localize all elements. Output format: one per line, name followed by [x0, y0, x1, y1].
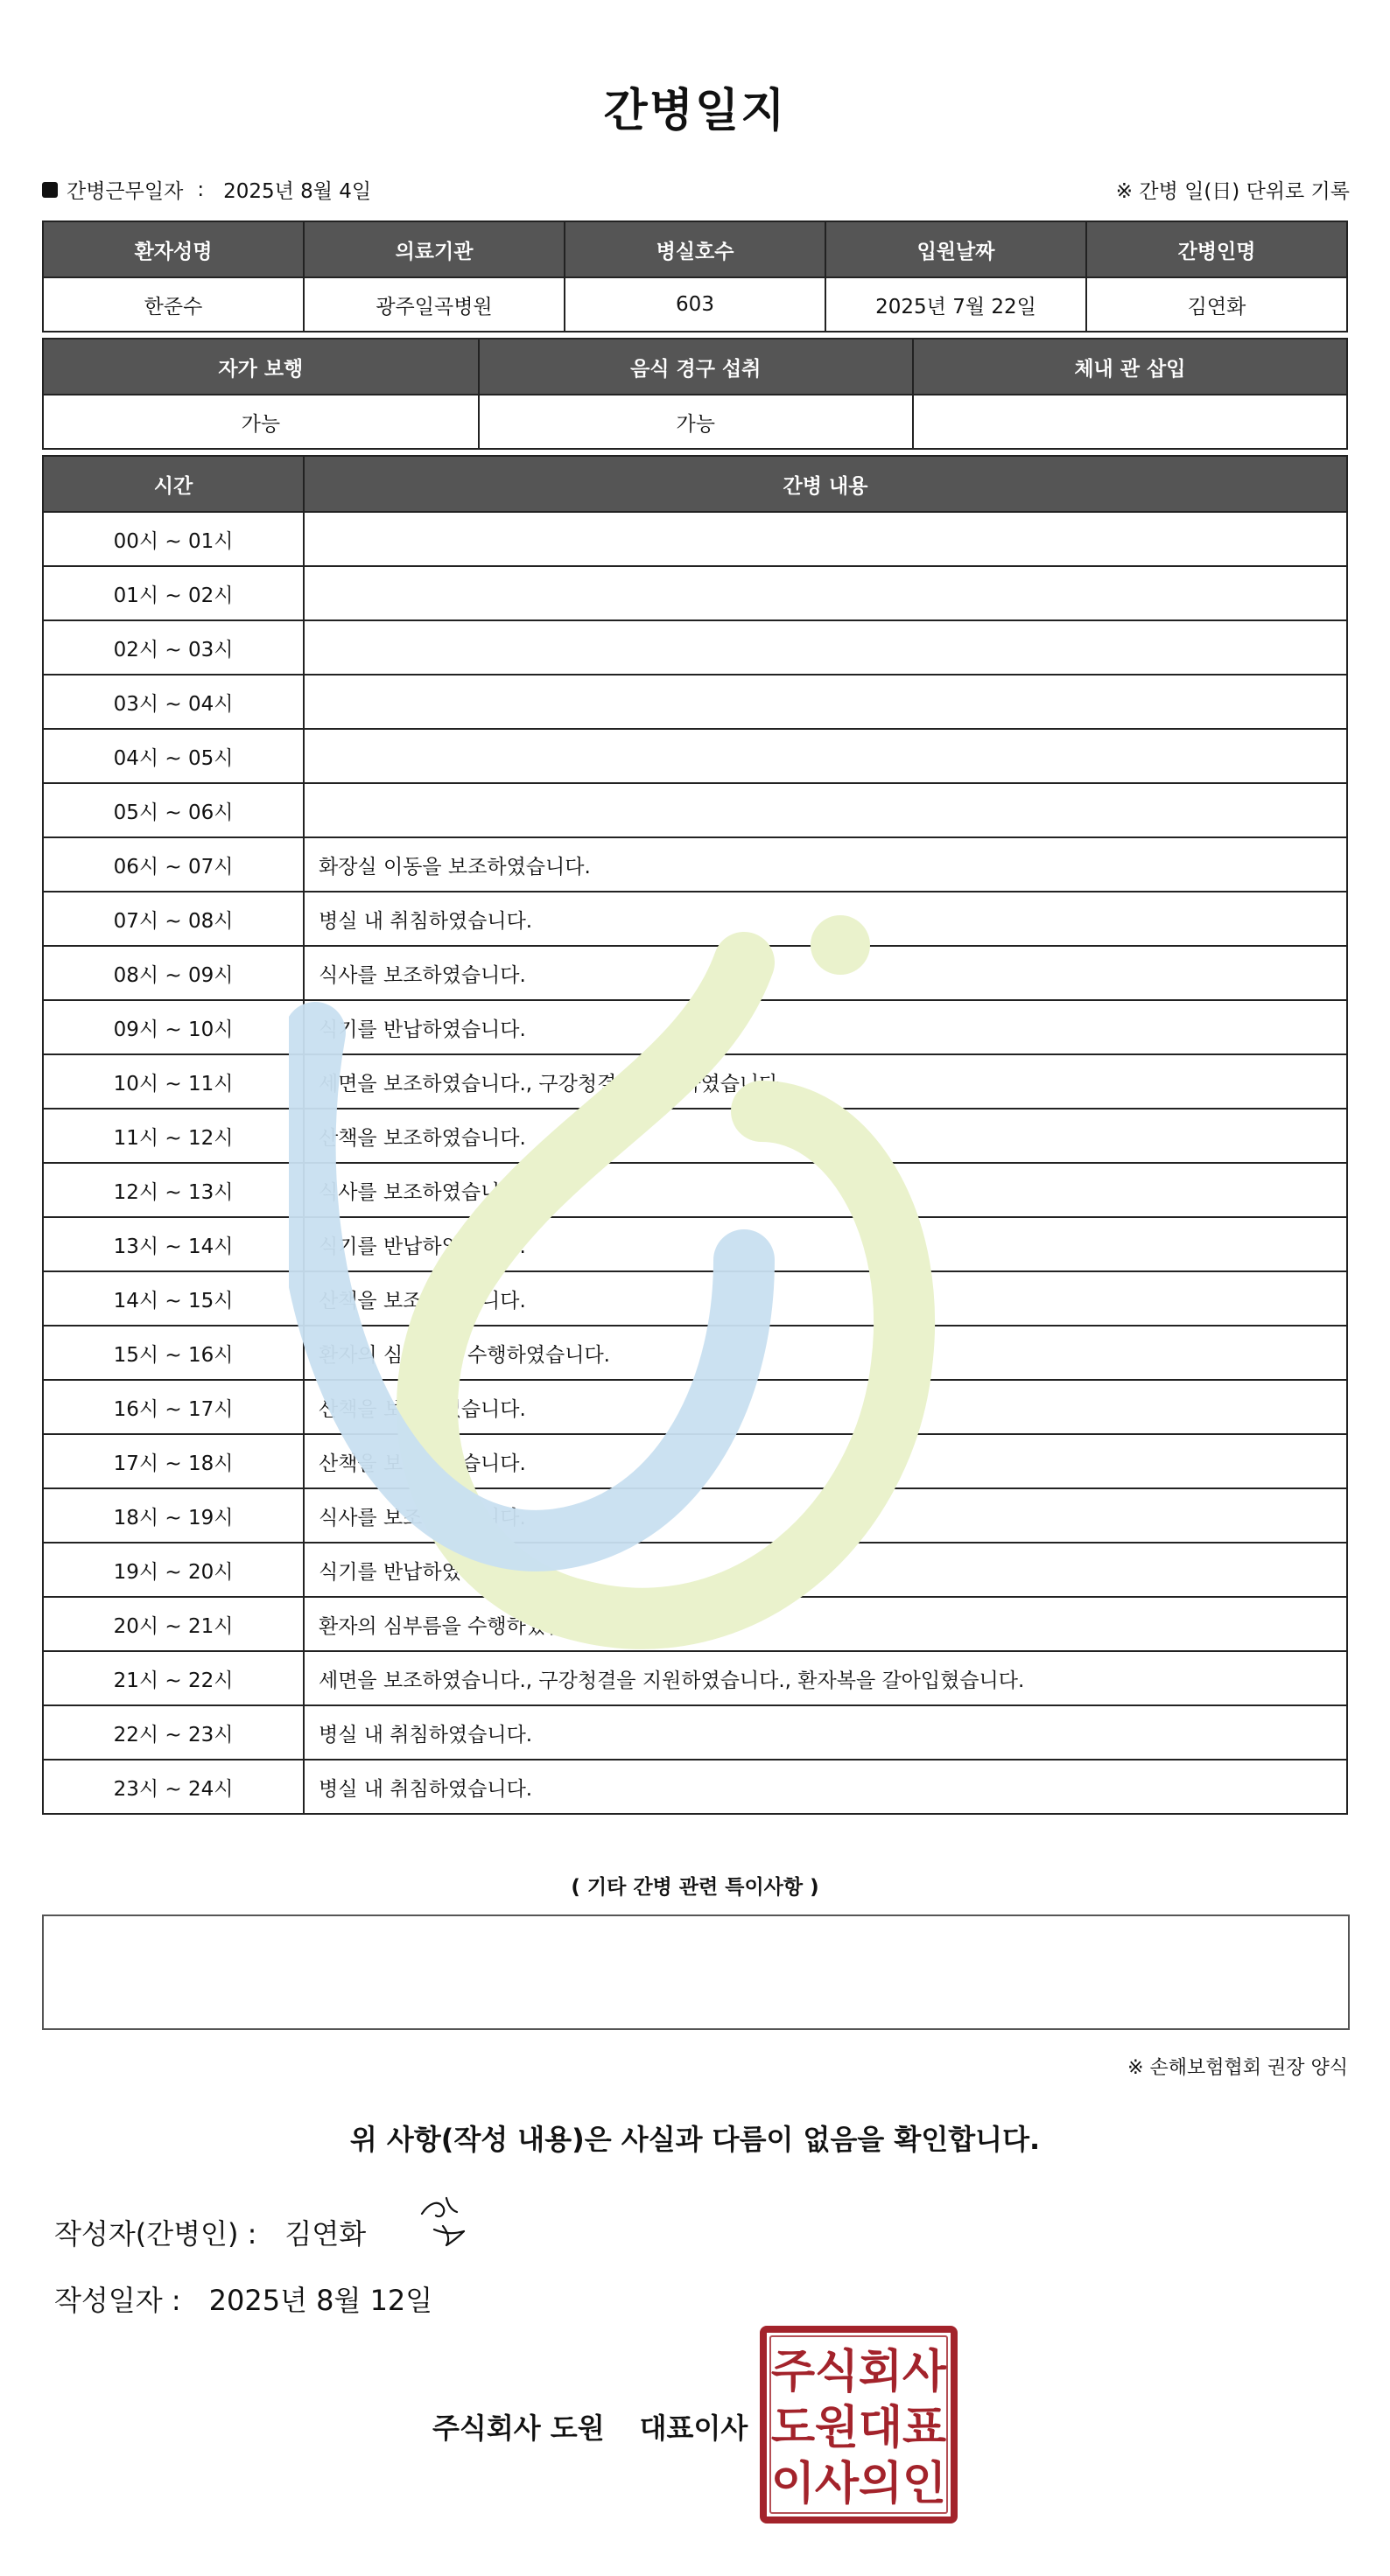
log-content — [304, 729, 1347, 783]
header-care-content: 간병 내용 — [304, 456, 1347, 512]
log-time: 21시 ~ 22시 — [43, 1651, 304, 1705]
log-time: 00시 ~ 01시 — [43, 512, 304, 566]
log-row — [43, 1380, 1347, 1434]
log-content: 병실 내 취침하였습니다. — [304, 892, 1347, 946]
written-date-value: 2025년 8월 12일 — [208, 2284, 433, 2317]
log-row — [43, 783, 1347, 837]
room-number: 603 — [565, 277, 825, 332]
log-content: 병실 내 취침하였습니다. — [304, 1760, 1347, 1814]
log-time: 08시 ~ 09시 — [43, 946, 304, 1000]
log-content: 산책을 보조하였습니다. — [304, 1434, 1347, 1488]
seal-glyph: 식 — [814, 2346, 860, 2398]
record-note: ※ 간병 일(日) 단위로 기록 — [1115, 180, 1350, 203]
author-name: 김연화 — [284, 2217, 367, 2250]
care-log-table — [42, 455, 1348, 1815]
log-row — [43, 1651, 1347, 1705]
work-date-value: 2025년 8월 4일 — [223, 180, 372, 203]
seal-glyph: 사 — [814, 2458, 860, 2510]
log-row — [43, 1760, 1347, 1814]
log-content — [304, 620, 1347, 675]
header-self-walking: 자가 보행 — [43, 339, 479, 395]
handwritten-signature — [417, 2188, 487, 2258]
ability-value-row — [43, 395, 1347, 449]
tube-insertion-value — [913, 395, 1347, 449]
log-row — [43, 1488, 1347, 1543]
special-notes-title: ( 기타 간병 관련 특이사항 ) — [571, 1876, 819, 1899]
log-row — [43, 729, 1347, 783]
written-date-line — [54, 2278, 432, 2319]
self-walking-value: 가능 — [43, 395, 479, 449]
log-time: 01시 ~ 02시 — [43, 566, 304, 620]
patient-header-row — [43, 221, 1347, 277]
caregiver-name: 김연화 — [1086, 277, 1347, 332]
log-time: 04시 ~ 05시 — [43, 729, 304, 783]
log-time: 09시 ~ 10시 — [43, 1000, 304, 1054]
log-time: 15시 ~ 16시 — [43, 1326, 304, 1380]
seal-glyph: 이 — [770, 2458, 816, 2510]
author-line — [54, 2212, 366, 2252]
log-content: 식기를 반납하였습니다. — [304, 1543, 1347, 1597]
work-date-label: 간병근무일자 — [67, 180, 184, 203]
square-bullet-icon — [42, 182, 58, 198]
log-row — [43, 837, 1347, 892]
log-content: 산책을 보조하였습니다. — [304, 1109, 1347, 1163]
log-content — [304, 566, 1347, 620]
log-content: 식기를 반납하였습니다. — [304, 1217, 1347, 1271]
log-time: 12시 ~ 13시 — [43, 1163, 304, 1217]
log-content: 식사를 보조하였습니다. — [304, 1163, 1347, 1217]
log-row — [43, 1271, 1347, 1326]
seal-glyph: 인 — [902, 2458, 947, 2510]
log-content: 식사를 보조하였습니다. — [304, 946, 1347, 1000]
header-room: 병실호수 — [565, 221, 825, 277]
log-time: 03시 ~ 04시 — [43, 675, 304, 729]
log-row — [43, 1326, 1347, 1380]
log-time: 19시 ~ 20시 — [43, 1543, 304, 1597]
header-patient-name: 환자성명 — [43, 221, 304, 277]
log-content: 산책을 보조하였습니다. — [304, 1271, 1347, 1326]
log-body — [43, 512, 1347, 1814]
seal-glyph: 의 — [858, 2458, 903, 2510]
header-admission-date: 입원날짜 — [825, 221, 1086, 277]
patient-value-row — [43, 277, 1347, 332]
log-time: 06시 ~ 07시 — [43, 837, 304, 892]
log-row — [43, 566, 1347, 620]
log-time: 11시 ~ 12시 — [43, 1109, 304, 1163]
log-content: 산책을 보조하였습니다. — [304, 1380, 1347, 1434]
seal-glyph: 표 — [902, 2402, 947, 2454]
patient-name: 한준수 — [43, 277, 304, 332]
seal-glyph: 도 — [770, 2402, 816, 2454]
header-caregiver-name: 간병인명 — [1086, 221, 1347, 277]
log-row — [43, 1054, 1347, 1109]
log-time: 18시 ~ 19시 — [43, 1488, 304, 1543]
seal-glyph: 원 — [814, 2402, 860, 2454]
seal-glyph: 회 — [858, 2346, 903, 2398]
written-date-label: 작성일자 : — [54, 2284, 181, 2317]
log-time: 22시 ~ 23시 — [43, 1705, 304, 1760]
header-tube-insertion: 체내 관 삽입 — [913, 339, 1347, 395]
log-time: 16시 ~ 17시 — [43, 1380, 304, 1434]
log-content — [304, 783, 1347, 837]
log-row — [43, 1543, 1347, 1597]
log-row — [43, 1000, 1347, 1054]
meta-row — [42, 175, 1350, 210]
log-content: 환자의 심부름을 수행하였습니다. — [304, 1597, 1347, 1651]
log-time: 07시 ~ 08시 — [43, 892, 304, 946]
log-content — [304, 512, 1347, 566]
form-source-note: ※ 손해보험협회 권장 양식 — [1127, 2057, 1348, 2079]
company-signoff — [432, 2406, 748, 2446]
company-name: 주식회사 도원 — [432, 2412, 605, 2445]
company-seal-stamp — [758, 2324, 959, 2525]
log-content: 화장실 이동을 보조하였습니다. — [304, 837, 1347, 892]
oral-intake-value: 가능 — [479, 395, 913, 449]
special-notes-box — [42, 1914, 1350, 2030]
patient-info-table — [42, 220, 1348, 332]
colon: : — [197, 178, 205, 201]
log-time: 20시 ~ 21시 — [43, 1597, 304, 1651]
log-content: 병실 내 취침하였습니다. — [304, 1705, 1347, 1760]
hospital-name: 광주일곡병원 — [304, 277, 565, 332]
ability-table — [42, 338, 1348, 450]
log-row — [43, 946, 1347, 1000]
log-row — [43, 1109, 1347, 1163]
document-title: 간병일지 — [603, 85, 787, 137]
log-time: 02시 ~ 03시 — [43, 620, 304, 675]
log-time: 14시 ~ 15시 — [43, 1271, 304, 1326]
log-row — [43, 1217, 1347, 1271]
author-label: 작성자(간병인) : — [54, 2217, 257, 2250]
log-row — [43, 512, 1347, 566]
seal-glyph: 대 — [858, 2402, 903, 2454]
log-content: 세면을 보조하였습니다., 구강청결을 지원하였습니다. — [304, 1054, 1347, 1109]
log-row — [43, 1705, 1347, 1760]
seal-glyph: 사 — [902, 2346, 947, 2398]
log-row — [43, 1163, 1347, 1217]
log-time: 13시 ~ 14시 — [43, 1217, 304, 1271]
header-oral-intake: 음식 경구 섭취 — [479, 339, 913, 395]
log-content: 식기를 반납하였습니다. — [304, 1000, 1347, 1054]
ability-header-row — [43, 339, 1347, 395]
log-time: 10시 ~ 11시 — [43, 1054, 304, 1109]
seal-glyph: 주 — [770, 2346, 816, 2398]
log-row — [43, 620, 1347, 675]
log-row — [43, 1597, 1347, 1651]
header-hospital: 의료기관 — [304, 221, 565, 277]
log-row — [43, 1434, 1347, 1488]
log-content — [304, 675, 1347, 729]
log-content: 세면을 보조하였습니다., 구강청결을 지원하였습니다., 환자복을 갈아입혔습니다. — [304, 1651, 1347, 1705]
log-content: 환자의 심부름을 수행하였습니다. — [304, 1326, 1347, 1380]
admission-date: 2025년 7월 22일 — [825, 277, 1086, 332]
log-row — [43, 892, 1347, 946]
log-row — [43, 675, 1347, 729]
ceo-label: 대표이사 — [639, 2412, 748, 2445]
confirmation-statement: 위 사항(작성 내용)은 사실과 다름이 없음을 확인합니다. — [349, 2123, 1041, 2156]
log-content: 식사를 보조하였습니다. — [304, 1488, 1347, 1543]
header-time: 시간 — [43, 456, 304, 512]
log-time: 17시 ~ 18시 — [43, 1434, 304, 1488]
log-header-row — [43, 456, 1347, 512]
log-time: 05시 ~ 06시 — [43, 783, 304, 837]
work-date-group — [42, 175, 371, 204]
log-time: 23시 ~ 24시 — [43, 1760, 304, 1814]
